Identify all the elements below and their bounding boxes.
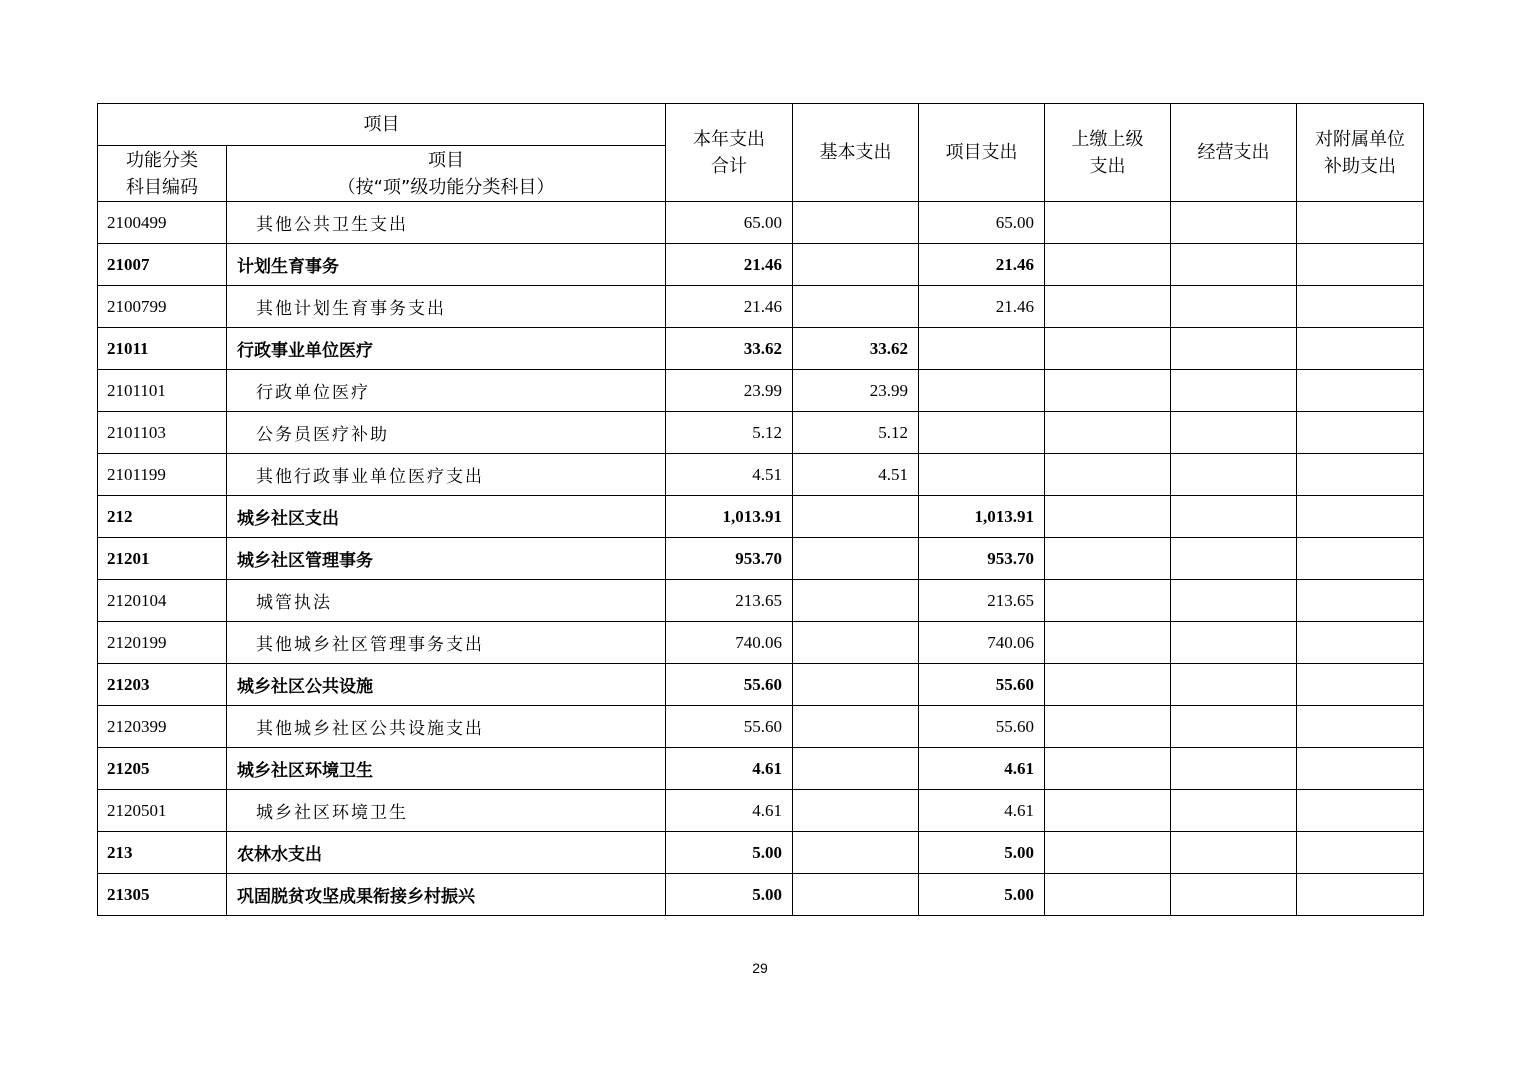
operating-cell — [1171, 748, 1297, 790]
name-cell: 巩固脱贫攻坚成果衔接乡村振兴 — [227, 874, 666, 916]
project-cell: 4.61 — [919, 748, 1045, 790]
project-cell — [919, 328, 1045, 370]
project-cell: 740.06 — [919, 622, 1045, 664]
project-cell: 21.46 — [919, 286, 1045, 328]
basic-cell: 33.62 — [793, 328, 919, 370]
table-row — [98, 454, 1424, 496]
basic-cell — [793, 580, 919, 622]
upper-cell — [1045, 664, 1171, 706]
subsidy-cell — [1297, 748, 1424, 790]
operating-cell — [1171, 580, 1297, 622]
code-cell: 2120104 — [98, 580, 227, 622]
table-row — [98, 832, 1424, 874]
code-cell: 2100499 — [98, 202, 227, 244]
table-row — [98, 286, 1424, 328]
code-cell: 21011 — [98, 328, 227, 370]
upper-cell — [1045, 202, 1171, 244]
basic-cell — [793, 496, 919, 538]
header-upper-label: 上缴上级 支出 — [1071, 128, 1144, 177]
subsidy-cell — [1297, 874, 1424, 916]
table-row — [98, 244, 1424, 286]
operating-cell — [1171, 496, 1297, 538]
basic-cell — [793, 286, 919, 328]
upper-cell — [1045, 706, 1171, 748]
total-cell: 953.70 — [666, 538, 793, 580]
header-basic: 基本支出 — [793, 104, 919, 202]
code-cell: 213 — [98, 832, 227, 874]
subsidy-cell — [1297, 496, 1424, 538]
subsidy-cell — [1297, 370, 1424, 412]
total-cell: 21.46 — [666, 244, 793, 286]
subsidy-cell — [1297, 286, 1424, 328]
total-cell: 55.60 — [666, 706, 793, 748]
header-code — [98, 146, 227, 202]
project-cell: 55.60 — [919, 664, 1045, 706]
table-row — [98, 622, 1424, 664]
table-row — [98, 790, 1424, 832]
operating-cell — [1171, 622, 1297, 664]
header-total-label: 本年支出 合计 — [693, 128, 765, 177]
name-cell: 农林水支出 — [227, 832, 666, 874]
operating-cell — [1171, 202, 1297, 244]
project-cell: 1,013.91 — [919, 496, 1045, 538]
name-cell: 城乡社区环境卫生 — [227, 748, 666, 790]
upper-cell — [1045, 412, 1171, 454]
table-row — [98, 874, 1424, 916]
code-cell: 21305 — [98, 874, 227, 916]
table-row — [98, 748, 1424, 790]
total-cell: 4.51 — [666, 454, 793, 496]
upper-cell — [1045, 370, 1171, 412]
project-cell: 55.60 — [919, 706, 1045, 748]
table-row — [98, 706, 1424, 748]
upper-cell — [1045, 496, 1171, 538]
header-operating: 经营支出 — [1171, 104, 1297, 202]
project-cell: 5.00 — [919, 832, 1045, 874]
header-upper — [1045, 104, 1171, 202]
name-cell: 行政事业单位医疗 — [227, 328, 666, 370]
basic-cell — [793, 706, 919, 748]
code-cell: 2100799 — [98, 286, 227, 328]
table-row — [98, 538, 1424, 580]
upper-cell — [1045, 874, 1171, 916]
table-row — [98, 370, 1424, 412]
operating-cell — [1171, 454, 1297, 496]
total-cell: 21.46 — [666, 286, 793, 328]
subsidy-cell — [1297, 706, 1424, 748]
total-cell: 5.00 — [666, 832, 793, 874]
total-cell: 5.00 — [666, 874, 793, 916]
total-cell: 55.60 — [666, 664, 793, 706]
project-cell: 213.65 — [919, 580, 1045, 622]
basic-cell — [793, 622, 919, 664]
name-cell: 计划生育事务 — [227, 244, 666, 286]
basic-cell — [793, 664, 919, 706]
table-row — [98, 328, 1424, 370]
upper-cell — [1045, 580, 1171, 622]
total-cell: 4.61 — [666, 748, 793, 790]
code-cell: 21205 — [98, 748, 227, 790]
upper-cell — [1045, 328, 1171, 370]
total-cell: 1,013.91 — [666, 496, 793, 538]
total-cell: 23.99 — [666, 370, 793, 412]
subsidy-cell — [1297, 328, 1424, 370]
operating-cell — [1171, 832, 1297, 874]
table-body — [98, 202, 1424, 916]
basic-cell: 5.12 — [793, 412, 919, 454]
project-cell: 65.00 — [919, 202, 1045, 244]
table-row — [98, 580, 1424, 622]
upper-cell — [1045, 832, 1171, 874]
code-cell: 21007 — [98, 244, 227, 286]
subsidy-cell — [1297, 580, 1424, 622]
table-row — [98, 664, 1424, 706]
name-cell: 其他城乡社区公共设施支出 — [227, 706, 666, 748]
basic-cell — [793, 874, 919, 916]
name-cell: 其他城乡社区管理事务支出 — [227, 622, 666, 664]
expenditure-table — [97, 103, 1424, 916]
project-cell: 953.70 — [919, 538, 1045, 580]
basic-cell — [793, 538, 919, 580]
project-cell: 5.00 — [919, 874, 1045, 916]
basic-cell — [793, 244, 919, 286]
subsidy-cell — [1297, 202, 1424, 244]
basic-cell: 4.51 — [793, 454, 919, 496]
code-cell: 2120501 — [98, 790, 227, 832]
subsidy-cell — [1297, 538, 1424, 580]
name-cell: 城乡社区环境卫生 — [227, 790, 666, 832]
table-row — [98, 202, 1424, 244]
upper-cell — [1045, 748, 1171, 790]
total-cell: 213.65 — [666, 580, 793, 622]
subsidy-cell — [1297, 412, 1424, 454]
code-cell: 2101103 — [98, 412, 227, 454]
upper-cell — [1045, 622, 1171, 664]
upper-cell — [1045, 244, 1171, 286]
basic-cell — [793, 202, 919, 244]
operating-cell — [1171, 328, 1297, 370]
project-cell: 4.61 — [919, 790, 1045, 832]
code-cell: 2120399 — [98, 706, 227, 748]
name-cell: 城管执法 — [227, 580, 666, 622]
operating-cell — [1171, 370, 1297, 412]
basic-cell — [793, 748, 919, 790]
basic-cell — [793, 790, 919, 832]
header-project: 项目支出 — [919, 104, 1045, 202]
operating-cell — [1171, 244, 1297, 286]
basic-cell — [793, 832, 919, 874]
operating-cell — [1171, 790, 1297, 832]
name-cell: 城乡社区公共设施 — [227, 664, 666, 706]
operating-cell — [1171, 538, 1297, 580]
name-cell: 其他公共卫生支出 — [227, 202, 666, 244]
basic-cell: 23.99 — [793, 370, 919, 412]
page-number: 29 — [752, 960, 768, 976]
operating-cell — [1171, 286, 1297, 328]
upper-cell — [1045, 790, 1171, 832]
total-cell: 65.00 — [666, 202, 793, 244]
table-row — [98, 496, 1424, 538]
name-cell: 公务员医疗补助 — [227, 412, 666, 454]
name-cell: 其他行政事业单位医疗支出 — [227, 454, 666, 496]
code-cell: 2101199 — [98, 454, 227, 496]
header-total — [666, 104, 793, 202]
header-code-label: 功能分类 科目编码 — [126, 149, 198, 198]
header-name — [227, 146, 666, 202]
subsidy-cell — [1297, 454, 1424, 496]
total-cell: 5.12 — [666, 412, 793, 454]
subsidy-cell — [1297, 790, 1424, 832]
header-subsidy-label: 对附属单位 补助支出 — [1315, 128, 1405, 177]
upper-cell — [1045, 286, 1171, 328]
subsidy-cell — [1297, 664, 1424, 706]
name-cell: 城乡社区支出 — [227, 496, 666, 538]
project-cell — [919, 370, 1045, 412]
operating-cell — [1171, 874, 1297, 916]
header-name-label: 项目 （按“项”级功能分类科目） — [337, 149, 555, 198]
subsidy-cell — [1297, 244, 1424, 286]
upper-cell — [1045, 538, 1171, 580]
project-cell — [919, 412, 1045, 454]
project-cell — [919, 454, 1045, 496]
subsidy-cell — [1297, 622, 1424, 664]
name-cell: 其他计划生育事务支出 — [227, 286, 666, 328]
code-cell: 212 — [98, 496, 227, 538]
operating-cell — [1171, 412, 1297, 454]
table-row — [98, 412, 1424, 454]
subsidy-cell — [1297, 832, 1424, 874]
header-subsidy — [1297, 104, 1424, 202]
total-cell: 4.61 — [666, 790, 793, 832]
name-cell: 行政单位医疗 — [227, 370, 666, 412]
code-cell: 21203 — [98, 664, 227, 706]
code-cell: 21201 — [98, 538, 227, 580]
total-cell: 33.62 — [666, 328, 793, 370]
header-item: 项目 — [98, 104, 666, 146]
code-cell: 2120199 — [98, 622, 227, 664]
code-cell: 2101101 — [98, 370, 227, 412]
name-cell: 城乡社区管理事务 — [227, 538, 666, 580]
total-cell: 740.06 — [666, 622, 793, 664]
project-cell: 21.46 — [919, 244, 1045, 286]
operating-cell — [1171, 664, 1297, 706]
upper-cell — [1045, 454, 1171, 496]
operating-cell — [1171, 706, 1297, 748]
